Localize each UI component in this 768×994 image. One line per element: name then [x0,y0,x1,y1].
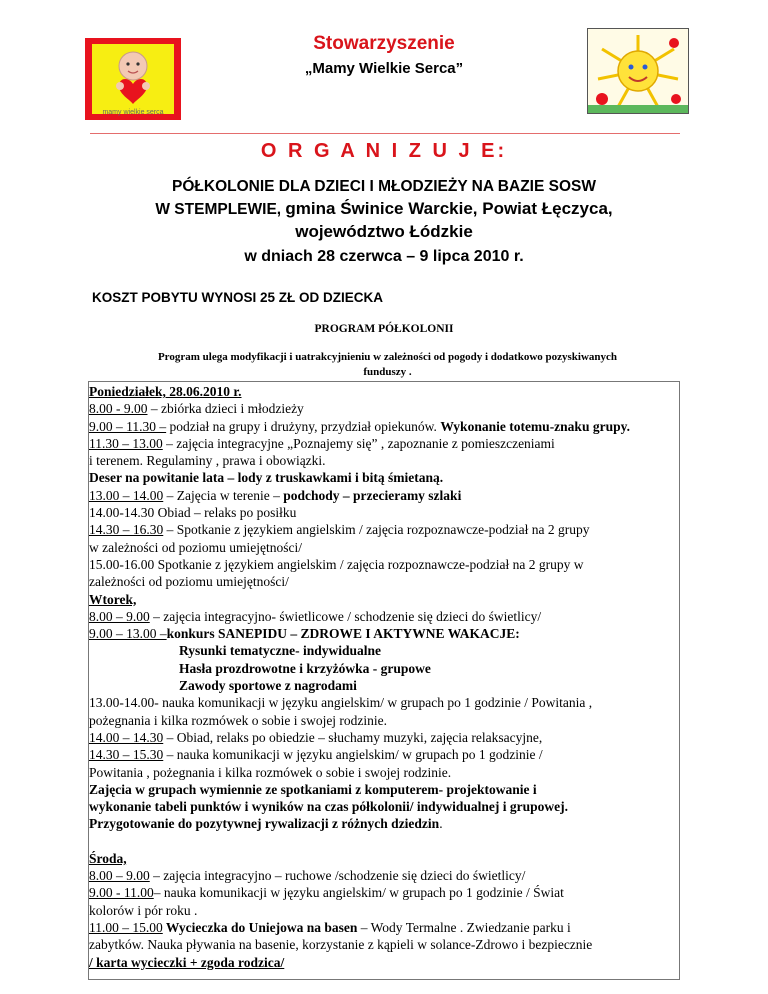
title-line-2a: W STEMPLEWIE, [155,201,286,218]
list-item: 11.30 – 13.00 – zajęcia integracyjne „Poznajemy się” , zapoznanie z pomieszczeniami [89,435,555,451]
list-item: Deser na powitanie lata – lody z truskawkami i bitą śmietaną. [89,470,444,486]
list-item: 14.00-14.30 Obiad – relaks po posiłku [89,505,297,521]
list-item-cont: kolorów i pór roku . [89,902,198,918]
sub-item: Zawody sportowe z nagrodami [179,678,357,694]
list-item: 15.00-16.00 Spotkanie z językiem angielskim / zajęcia rozpoznawcze-podział na 2 grupy w [89,556,584,572]
title-line-2 [0,199,768,219]
list-item: 8.00 – 9.00 – zajęcia integracyjno- świetlicowe / schodzenie się dzieci do świetlicy/ [89,608,542,624]
program-content [89,383,677,971]
event-dates: w dniach 28 czerwca – 9 lipca 2010 r. [244,248,524,265]
list-item: 8.00 – 9.00 – zajęcia integracyjno – ruchowe /schodzenie się dzieci do świetlicy/ [89,868,526,884]
list-item-cont: Przygotowanie do pozytywnej rywalizacji z różnych dziedzin. [89,816,443,832]
list-item: 14.30 – 16.30 – Spotkanie z językiem angielskim / zajęcia rozpoznawcze-podział na 2 grupy [89,522,590,538]
list-item-cont: / karta wycieczki + zgoda rodzica/ [89,954,285,970]
list-item-cont: zabytków. Nauka pływania na basenie, korzystanie z kąpieli w solance-Zdrowo i bezpiecznie [89,937,593,953]
header-divider [90,133,680,134]
list-item: 9.00 - 11.00– nauka komunikacji w języku angielskim/ w grupach po 1 godzinie / Świat [89,885,564,901]
spacer [89,833,677,850]
monday-heading: Poniedziałek, 28.06.2010 r. [89,384,242,399]
title-line-1: PÓŁKOLONIE DLA DZIECI I MŁODZIEŻY NA BAZIE SOSW [172,178,596,195]
list-item-cont: Powitania , pożegnania i kilka rozmówek o sobie i swojej rodzinie. [89,764,452,780]
list-item: 9.00 – 11.30 – podział na grupy i drużyny, przydział opiekunów. Wykonanie totemu-znaku grupy. [89,418,630,434]
organizuje-heading: O R G A N I Z U J E: [260,140,508,162]
list-item-cont: i terenem. Regulaminy , prawa i obowiązki. [89,453,326,469]
list-item: 13.00 – 14.00 – Zajęcia w terenie – podchody – przecieramy szlaki [89,487,462,503]
list-item: 11.00 – 15.00 Wycieczka do Uniejowa na basen – Wody Termalne . Zwiedzanie parku i [89,919,571,935]
list-item: 8.00 - 9.00 – zbiórka dzieci i młodzieży [89,401,304,417]
title-line-2b: gmina Świnice Warckie, Powiat Łęczyca, [285,199,613,218]
sub-item: Hasła prozdrowotne i krzyżówka - grupowe [179,660,431,676]
wednesday-heading: Środa, [89,850,127,866]
list-item: 14.00 – 14.30 – Obiad, relaks po obiedzie – słuchamy muzyki, zajęcia relaksacyjne, [89,729,543,745]
list-item-cont: w zależności od poziomu umiejętności/ [89,539,302,555]
list-item: 13.00-14.00- nauka komunikacji w języku angielskim/ w grupach po 1 godzinie / Powitania , [89,695,593,711]
list-item: 14.30 – 15.30 – nauka komunikacji w języku angielskim/ w grupach po 1 godzinie / [89,747,543,763]
logo-text: mamy wielkie serca [102,109,164,116]
list-item: 9.00 – 13.00 –konkurs SANEPIDU – ZDROWE I AKTYWNE WAKACJE: [89,626,520,642]
list-item-cont: zależności od poziomu umiejętności/ [89,574,289,590]
list-item-cont: wykonanie tabeli punktów i wyników na czas półkolonii/ indywidualnej i grupowej. [89,799,568,815]
sub-item: Rysunki tematyczne- indywidualne [179,643,382,659]
program-note: Program ulega modyfikacji i uatrakcyjnieniu w zależności od pogody i dodatkowo pozyskiwanych funduszy . [157,351,618,378]
list-item-cont: pożegnania i kilka rozmówek o sobie i swojej rodzinie. [89,712,388,728]
title-line-3: województwo Łódzkie [295,222,473,241]
tuesday-heading: Wtorek, [89,591,137,607]
program-title: PROGRAM PÓŁKOLONII [314,323,454,335]
cost-info: KOSZT POBYTU WYNOSI 25 ZŁ OD DZIECKA [92,290,384,305]
list-item: Zajęcia w grupach wymiennie ze spotkaniami z komputerem- projektowanie i [89,781,537,797]
organization-subname: „Mamy Wielkie Serca” [304,60,464,77]
organization-name: Stowarzyszenie [313,33,455,54]
